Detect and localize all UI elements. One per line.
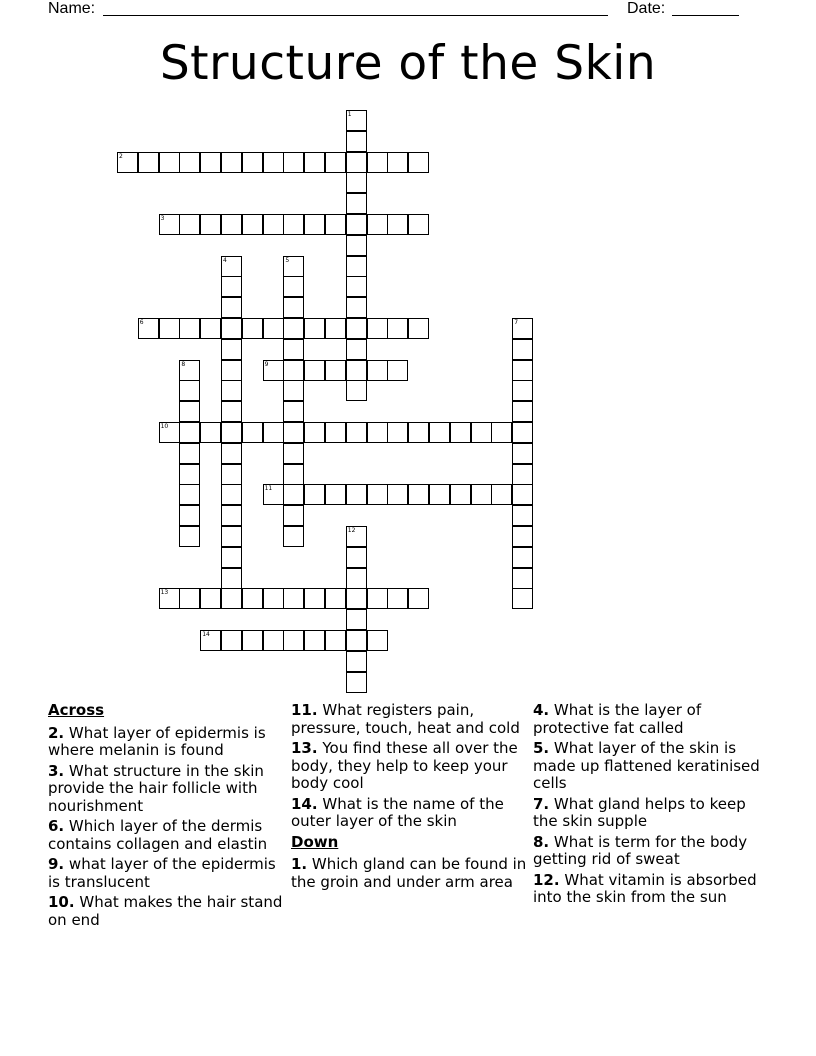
grid-cell[interactable] (263, 214, 284, 235)
grid-cell[interactable] (179, 464, 200, 485)
clue-text: what layer of the epidermis is translucent (48, 855, 276, 891)
grid-cell[interactable] (346, 526, 367, 547)
grid-cell[interactable] (387, 484, 408, 505)
grid-cell[interactable] (346, 235, 367, 256)
grid-cell[interactable] (283, 152, 304, 173)
grid-cell[interactable] (304, 360, 325, 381)
cell-number: 13 (160, 589, 169, 597)
clue-number: 7. (533, 794, 550, 813)
grid-cell[interactable] (387, 422, 408, 443)
clue-number: 14. (291, 794, 318, 813)
grid-cell[interactable] (346, 651, 367, 672)
grid-cell[interactable] (387, 214, 408, 235)
grid-cell[interactable] (263, 484, 284, 505)
down-clue-7 (533, 796, 769, 831)
grid-cell[interactable] (283, 526, 304, 547)
grid-cell[interactable] (325, 422, 346, 443)
grid-cell[interactable] (471, 422, 492, 443)
grid-cell[interactable] (304, 630, 325, 651)
grid-cell[interactable] (346, 360, 367, 381)
clue-text: What vitamin is absorbed into the skin from the sun (533, 870, 757, 906)
grid-cell[interactable] (221, 297, 242, 318)
grid-cell[interactable] (221, 526, 242, 547)
down-clue-12 (533, 872, 769, 907)
clue-number: 2. (48, 723, 65, 742)
grid-cell[interactable] (450, 484, 471, 505)
grid-cell[interactable] (304, 152, 325, 173)
grid-cell[interactable] (325, 214, 346, 235)
grid-cell[interactable] (200, 214, 221, 235)
across-clue-3 (48, 763, 284, 816)
grid-cell[interactable] (387, 360, 408, 381)
clue-number: 1. (291, 855, 308, 873)
grid-cell[interactable] (408, 318, 429, 339)
grid-cell[interactable] (138, 318, 159, 339)
clue-text: You find these all over the body, they help to keep your body cool (291, 739, 518, 792)
grid-cell[interactable] (200, 630, 221, 651)
clue-text: What layer of epidermis is where melanin is found (48, 723, 266, 759)
grid-cell[interactable] (491, 484, 512, 505)
grid-cell[interactable] (408, 152, 429, 173)
clue-number: 11. (291, 701, 318, 719)
grid-cell[interactable] (283, 505, 304, 526)
grid-cell[interactable] (283, 256, 304, 277)
grid-cell[interactable] (346, 193, 367, 214)
grid-cell[interactable] (179, 526, 200, 547)
grid-cell[interactable] (512, 401, 533, 422)
grid-cell[interactable] (325, 152, 346, 173)
grid-cell[interactable] (221, 152, 242, 173)
grid-cell[interactable] (283, 588, 304, 609)
grid-cell[interactable] (512, 360, 533, 381)
grid-cell[interactable] (367, 630, 388, 651)
grid-cell[interactable] (200, 318, 221, 339)
grid-cell[interactable] (367, 588, 388, 609)
grid-cell[interactable] (346, 172, 367, 193)
clue-text: What gland helps to keep the skin supple (533, 794, 746, 830)
cell-number: 10 (160, 423, 169, 430)
grid-cell[interactable] (283, 422, 304, 443)
grid-cell[interactable] (179, 484, 200, 505)
grid-cell[interactable] (346, 672, 367, 693)
grid-cell[interactable] (179, 318, 200, 339)
grid-cell[interactable] (346, 256, 367, 277)
grid-cell[interactable] (346, 588, 367, 609)
grid-cell[interactable] (242, 214, 263, 235)
grid-cell[interactable] (325, 630, 346, 651)
grid-cell[interactable] (304, 214, 325, 235)
clue-text: What is term for the body getting rid of sweat (533, 832, 748, 868)
grid-cell[interactable] (159, 422, 180, 443)
across-clue-9 (48, 856, 284, 891)
grid-cell[interactable] (367, 152, 388, 173)
grid-cell[interactable] (408, 422, 429, 443)
down-clue-4 (533, 702, 769, 737)
grid-cell[interactable] (346, 276, 367, 297)
grid-cell[interactable] (221, 588, 242, 609)
cell-number: 2 (119, 152, 123, 160)
grid-cell[interactable] (242, 152, 263, 173)
grid-cell[interactable] (221, 568, 242, 589)
clue-number: 12. (533, 870, 560, 889)
grid-cell[interactable] (179, 505, 200, 526)
grid-cell[interactable] (471, 484, 492, 505)
grid-cell[interactable] (221, 380, 242, 401)
grid-cell[interactable] (512, 422, 533, 443)
grid-cell[interactable] (512, 588, 533, 609)
grid-cell[interactable] (367, 484, 388, 505)
grid-cell[interactable] (159, 588, 180, 609)
grid-cell[interactable] (179, 401, 200, 422)
grid-cell[interactable] (179, 588, 200, 609)
grid-cell[interactable] (512, 484, 533, 505)
grid-cell[interactable] (179, 422, 200, 443)
grid-cell[interactable] (387, 588, 408, 609)
grid-cell[interactable] (346, 568, 367, 589)
grid-cell[interactable] (512, 443, 533, 464)
across-clue-10 (48, 894, 284, 929)
grid-cell[interactable] (346, 547, 367, 568)
grid-cell[interactable] (221, 318, 242, 339)
grid-cell[interactable] (159, 152, 180, 173)
grid-cell[interactable] (179, 214, 200, 235)
grid-cell[interactable] (242, 318, 263, 339)
clue-number: 3. (48, 761, 65, 780)
clue-text: What makes the hair stand on end (48, 893, 283, 929)
cell-number: 14 (202, 631, 210, 638)
cell-number: 1 (347, 111, 352, 118)
grid-cell[interactable] (304, 484, 325, 505)
grid-cell[interactable] (221, 464, 242, 485)
across-clue-13 (291, 740, 527, 793)
cell-number: 11 (264, 485, 273, 493)
clue-text: Which layer of the dermis contains collagen and elastin (48, 817, 268, 853)
grid-cell[interactable] (512, 464, 533, 485)
grid-cell[interactable] (346, 110, 367, 131)
grid-cell[interactable] (367, 318, 388, 339)
grid-cell[interactable] (283, 443, 304, 464)
grid-cell[interactable] (325, 360, 346, 381)
grid-cell[interactable] (263, 318, 284, 339)
clue-number: 5. (533, 739, 550, 757)
cell-number: 5 (285, 256, 290, 264)
grid-cell[interactable] (221, 360, 242, 381)
down-heading: Down (291, 832, 339, 851)
down-clue-8 (533, 834, 769, 869)
grid-cell[interactable] (512, 526, 533, 547)
grid-cell[interactable] (304, 318, 325, 339)
grid-cell[interactable] (367, 422, 388, 443)
grid-cell[interactable] (200, 152, 221, 173)
across-heading: Across (48, 701, 105, 719)
grid-cell[interactable] (408, 484, 429, 505)
grid-cell[interactable] (387, 318, 408, 339)
grid-cell[interactable] (221, 630, 242, 651)
grid-cell[interactable] (221, 214, 242, 235)
clue-text: What is the name of the outer layer of the skin (291, 794, 504, 830)
grid-cell[interactable] (512, 568, 533, 589)
grid-cell[interactable] (283, 339, 304, 360)
clue-column-2 (291, 702, 527, 894)
grid-cell[interactable] (159, 214, 180, 235)
grid-cell[interactable] (221, 276, 242, 297)
grid-cell[interactable] (221, 339, 242, 360)
grid-cell[interactable] (283, 630, 304, 651)
clue-text: What is the layer of protective fat called (533, 701, 702, 737)
cell-number: 8 (181, 360, 186, 368)
grid-cell[interactable] (221, 422, 242, 443)
grid-cell[interactable] (283, 380, 304, 401)
grid-cell[interactable] (221, 484, 242, 505)
down-clue-1 (291, 856, 527, 891)
grid-cell[interactable] (242, 422, 263, 443)
grid-cell[interactable] (200, 422, 221, 443)
grid-cell[interactable] (263, 360, 284, 381)
grid-cell[interactable] (450, 422, 471, 443)
grid-cell[interactable] (346, 297, 367, 318)
grid-cell[interactable] (512, 505, 533, 526)
grid-cell[interactable] (159, 318, 180, 339)
clue-number: 4. (533, 701, 550, 719)
clue-text: What registers pain, pressure, touch, heat and cold (291, 701, 520, 737)
grid-cell[interactable] (346, 630, 367, 651)
grid-cell[interactable] (242, 588, 263, 609)
grid-cell[interactable] (367, 214, 388, 235)
across-clue-2 (48, 725, 284, 760)
cell-number: 6 (139, 319, 144, 326)
name-label: Name: (48, 0, 96, 17)
grid-cell[interactable] (325, 588, 346, 609)
grid-cell[interactable] (179, 443, 200, 464)
clue-number: 8. (533, 832, 550, 851)
grid-cell[interactable] (221, 505, 242, 526)
grid-cell[interactable] (117, 152, 138, 173)
clue-column-1 (48, 702, 284, 932)
grid-cell[interactable] (263, 422, 284, 443)
across-clue-6 (48, 818, 284, 853)
clue-number: 6. (48, 817, 65, 835)
grid-cell[interactable] (408, 588, 429, 609)
grid-cell[interactable] (263, 630, 284, 651)
grid-cell[interactable] (221, 547, 242, 568)
grid-cell[interactable] (283, 484, 304, 505)
grid-cell[interactable] (512, 547, 533, 568)
grid-cell[interactable] (346, 318, 367, 339)
grid-cell[interactable] (179, 380, 200, 401)
grid-cell[interactable] (346, 422, 367, 443)
clue-text: What layer of the skin is made up flattened keratinised cells (533, 739, 760, 792)
date-label: Date: (627, 0, 666, 17)
grid-cell[interactable] (221, 401, 242, 422)
clue-number: 10. (48, 893, 75, 911)
clue-number: 13. (291, 739, 318, 757)
grid-cell[interactable] (283, 464, 304, 485)
grid-cell[interactable] (491, 422, 512, 443)
grid-cell[interactable] (200, 588, 221, 609)
grid-cell[interactable] (325, 318, 346, 339)
grid-cell[interactable] (346, 214, 367, 235)
grid-cell[interactable] (221, 256, 242, 277)
grid-cell[interactable] (367, 360, 388, 381)
grid-cell[interactable] (304, 588, 325, 609)
grid-cell[interactable] (138, 152, 159, 173)
grid-cell[interactable] (512, 318, 533, 339)
grid-cell[interactable] (429, 422, 450, 443)
grid-cell[interactable] (429, 484, 450, 505)
cell-number: 9 (264, 360, 269, 368)
clue-number: 9. (48, 855, 65, 873)
grid-cell[interactable] (387, 152, 408, 173)
cell-number: 3 (160, 215, 165, 222)
grid-cell[interactable] (221, 443, 242, 464)
grid-cell[interactable] (346, 380, 367, 401)
grid-cell[interactable] (346, 484, 367, 505)
grid-cell[interactable] (242, 630, 263, 651)
grid-cell[interactable] (304, 422, 325, 443)
grid-cell[interactable] (346, 339, 367, 360)
grid-cell[interactable] (263, 588, 284, 609)
grid-cell[interactable] (179, 360, 200, 381)
grid-cell[interactable] (283, 318, 304, 339)
grid-cell[interactable] (346, 152, 367, 173)
grid-cell[interactable] (283, 401, 304, 422)
down-clue-5 (533, 740, 769, 793)
grid-cell[interactable] (512, 339, 533, 360)
grid-cell[interactable] (283, 214, 304, 235)
across-clue-11 (291, 702, 527, 737)
grid-cell[interactable] (179, 152, 200, 173)
grid-cell[interactable] (346, 609, 367, 630)
grid-cell[interactable] (346, 131, 367, 152)
cell-number: 12 (347, 527, 356, 534)
clue-text: What structure in the skin provide the hair follicle with nourishment (48, 761, 264, 815)
grid-cell[interactable] (512, 380, 533, 401)
grid-cell[interactable] (263, 152, 284, 173)
grid-cell[interactable] (325, 484, 346, 505)
clue-text: Which gland can be found in the groin and under arm area (291, 855, 527, 891)
cell-number: 4 (223, 256, 227, 264)
grid-cell[interactable] (283, 276, 304, 297)
grid-cell[interactable] (408, 214, 429, 235)
clue-column-3 (533, 702, 769, 910)
grid-cell[interactable] (283, 297, 304, 318)
grid-cell[interactable] (283, 360, 304, 381)
cell-number: 7 (514, 319, 519, 326)
across-clue-14 (291, 796, 527, 831)
page-title: Structure of the Skin (159, 36, 657, 91)
